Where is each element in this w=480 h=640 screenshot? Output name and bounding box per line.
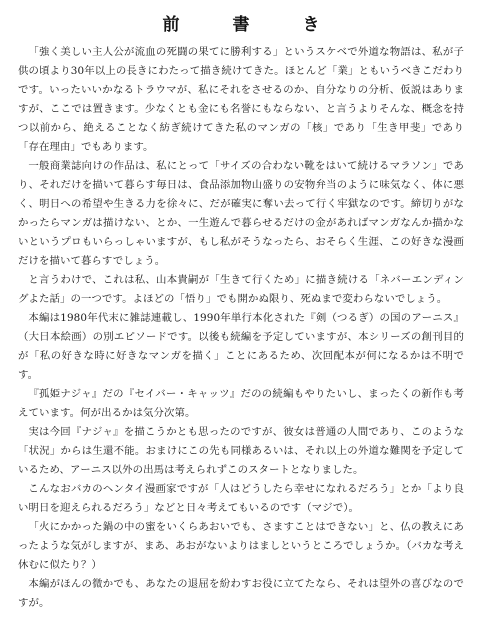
page-title: 前 書 き	[162, 15, 338, 35]
paragraph: こんなおバカのヘンタイ漫画家ですが「人はどうしたら幸せになれるだろう」とか「より良い明日を迎えられるだろう」などと日々考えてもいるのです（マジで）。	[18, 483, 464, 514]
paragraph: 『孤姫ナジャ』だの『セイバー・キャッツ』だのの続編もやりたいし、まったくの新作も考えています。何が出るかは気分次第。	[18, 388, 464, 419]
paragraph: 本編がほんの微かでも、あなたの退屈を紛わすお役に立てたなら、それは望外の喜びなのですが。	[18, 578, 464, 609]
paragraph: 「火にかかった鍋の中の蜜をいくらあおいでも、さますことはできない」と、仏の教えにあったような気がしますが、まあ、あおがないよりはましというところでしょうか。（バカな考え休むに似たり？）	[18, 521, 464, 571]
paragraph: 本編は1980年代末に雑誌連載し、1990年単行本化された『剣（つるぎ）の国のアーニス』（大日本絵画）の別エピソードです。以後も続編を予定していますが、本シリーズの創刊目的が「私の好きな時に好きなマンガを描く」ことにあるため、次回配本が何になるかは不明です。	[18, 312, 464, 381]
paragraph: 実は今回『ナジャ』を描こうかとも思ったのですが、彼女は普通の人間であり、このような「状況」からは生還不能。おまけにこの先も同様あるいは、それ以上の外道な難関を予定しているため、アーニス以外の出馬は考えられずこのスタートとなりました。	[18, 426, 464, 476]
preface-page	[18, 6, 464, 634]
paragraph: と言うわけで、これは私、山本貴嗣が「生きて行くため」に描き続ける「ネバーエンディングよた話」の一つです。よほどの「悟り」でも開かぬ限り、死ぬまで変わらないでしょう。	[18, 274, 464, 305]
paragraph: 「強く美しい主人公が流血の死闘の果てに勝利する」というスケベで外道な物語は、私が子供の頃より30年以上の長きにわたって描き続けてきた。ほとんど「業」ともいうべきこだわりです。いったいいかなるトラウマが、私にそれをさせるのか、自分なりの分析、仮説はありますが、ここでは置きます。少なくとも金にも名誉にもならない、と言うよりそんな、概念を持つ以前から、絶えることなく紡ぎ続けてきた私のマンガの「核」であり「生き甲斐」であり「存在理由」でもあります。	[18, 46, 464, 153]
paragraph: 一般商業誌向けの作品は、私にとって「サイズの合わない靴をはいて続けるマラソン」であり、それだけを描いて暮らす毎日は、食品添加物山盛りの安物弁当のように味気なく、体に悪く、明日への希望や生きる力を徐々に、だが確実に奪い去って行く牢獄なのです。締切りがなかったらマンガは描けない、とか、一生遊んで暮らせるだけの金があればマンガなんか描かないというプロもいらっしゃいますが、もし私がそうなったら、おそらく生涯、この好きな漫画だけを描いて暮らすでしょう。	[18, 160, 464, 267]
preface-body	[18, 43, 464, 613]
